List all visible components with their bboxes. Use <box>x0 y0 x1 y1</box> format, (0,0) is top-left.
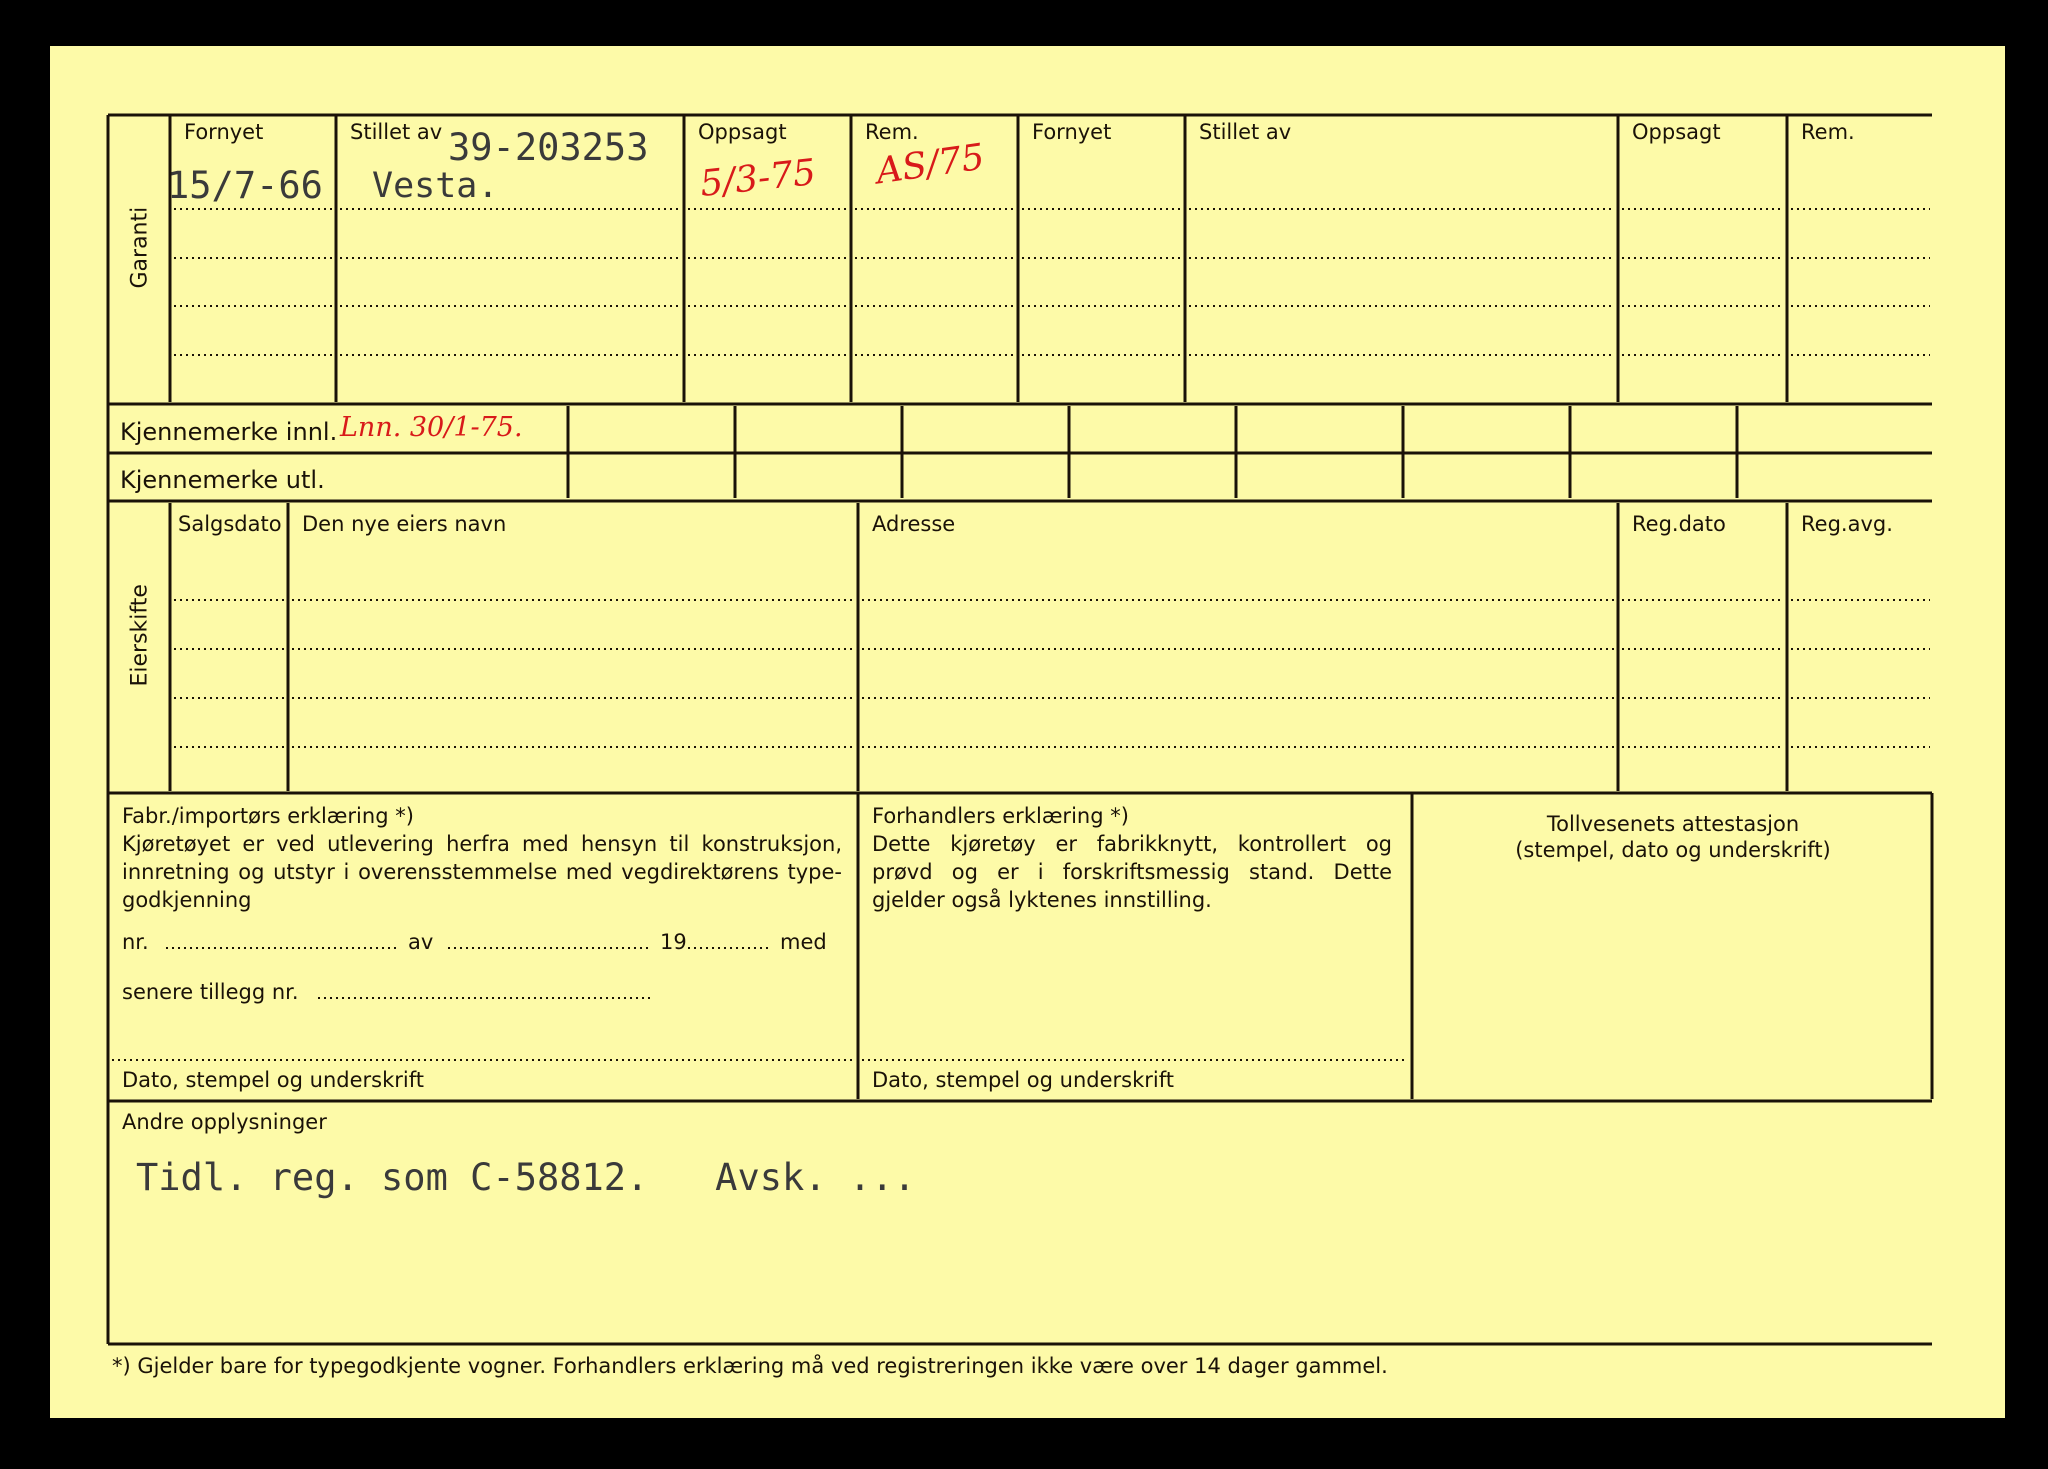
eierskifte-header-reg-avg: Reg.avg. <box>1801 512 1893 536</box>
garanti-side-label: Garanti <box>127 206 153 289</box>
garanti-oppsagt-value: 5/3-75 <box>698 152 818 205</box>
eierskifte-header-salgsdato: Salgsdato <box>178 512 282 536</box>
forhandler-title: Forhandlers erklæring *) <box>872 804 1129 828</box>
kjennemerke-innl-label: Kjennemerke innl. <box>120 418 338 446</box>
fabr-year-label: 19 <box>660 930 687 954</box>
andre-typed-text: Tidl. reg. som C-58812. Avsk. ... <box>136 1156 916 1199</box>
garanti-header-stillet-av-2: Stillet av <box>1199 120 1292 144</box>
registration-card <box>50 46 2005 1418</box>
kjennemerke-utl-label: Kjennemerke utl. <box>120 466 325 494</box>
forhandler-signature-label: Dato, stempel og underskrift <box>872 1068 1174 1092</box>
fabr-med-label: med <box>780 930 827 954</box>
garanti-stillet-av-name: Vesta. <box>372 166 499 206</box>
eierskifte-header-navn: Den nye eiers navn <box>302 512 507 536</box>
fabr-tillegg-label: senere tillegg nr. <box>122 980 299 1004</box>
garanti-header-rem-2: Rem. <box>1801 120 1855 144</box>
andre-label: Andre opplysninger <box>122 1110 327 1134</box>
garanti-stillet-av-number: 39-203253 <box>448 126 649 169</box>
form-rules <box>50 46 2005 1418</box>
fabr-title: Fabr./importørs erklæring *) <box>122 804 414 828</box>
kjennemerke-innl-value: Lnn. 30/1-75. <box>340 412 523 443</box>
forhandler-body: Dette kjøretøy er fabrikknytt, kontrollert og prøvd og er i forskriftsmessig stand. Dette gjelder også lyktenes innstilling. <box>872 832 1392 912</box>
garanti-header-rem-1: Rem. <box>865 120 919 144</box>
garanti-fornyet-value: 15/7-66 <box>167 164 323 207</box>
garanti-header-fornyet-1: Fornyet <box>184 120 264 144</box>
eierskifte-header-reg-dato: Reg.dato <box>1632 512 1726 536</box>
toll-subtitle: (stempel, dato og underskrift) <box>1515 838 1831 862</box>
garanti-header-fornyet-2: Fornyet <box>1032 120 1112 144</box>
fabr-av-label: av <box>408 930 434 954</box>
toll-title: Tollvesenets attestasjon <box>1546 812 1800 836</box>
eierskifte-header-adresse: Adresse <box>872 512 956 536</box>
garanti-header-stillet-av-1: Stillet av <box>350 120 443 144</box>
fabr-nr-label: nr. <box>122 930 149 954</box>
fabr-signature-label: Dato, stempel og underskrift <box>122 1068 424 1092</box>
garanti-header-oppsagt-2: Oppsagt <box>1632 120 1721 144</box>
eierskifte-side-label: Eierskifte <box>127 584 153 687</box>
fabr-body: Kjøretøyet er ved utlevering herfra med hensyn til konstruksjon, innretning og utstyr i overensstemmelse med vegdirektørens type-godkjenning <box>122 832 842 912</box>
footnote: *) Gjelder bare for typegodkjente vogner. Forhandlers erklæring må ved registreringen ikke være over 14 dager gammel. <box>112 1354 1388 1378</box>
garanti-header-oppsagt-1: Oppsagt <box>698 120 787 144</box>
garanti-rem-value: AS/75 <box>873 136 987 193</box>
